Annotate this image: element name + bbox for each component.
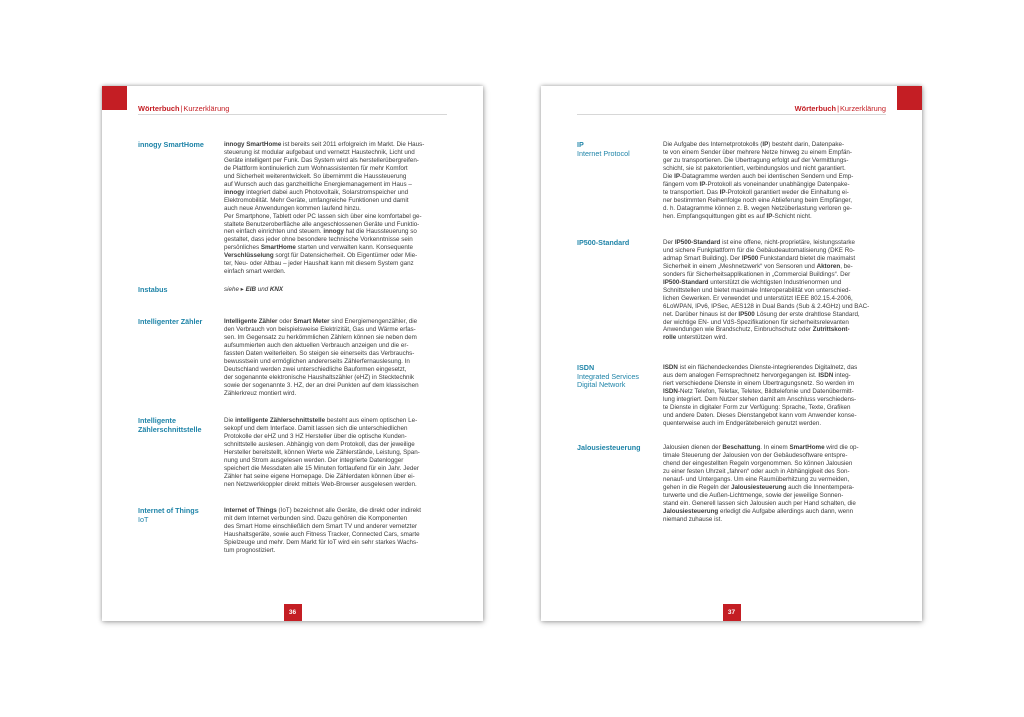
header-title: Wörterbuch [138,104,180,113]
definition-line: und Sicherheit weiterentwickelt. So übernimmt die Haussteuerung [224,172,407,180]
definition-line: ISDN-Netz Telefon, Telefax, Teletex, Bildtelefonie und Datenübermitt- [663,387,854,395]
page-header [138,104,229,113]
header-subtitle: Kurzerklärung [183,104,230,113]
definition-line: Jalousien dienen der Beschattung. In einem SmartHome wird die op- [663,444,859,451]
definition-line: Hersteller bereitstellt, können Werte wie Zählerstände, Leistung, Span- [224,448,420,456]
definition-line: te von einem Sender über mehrere Netze hinweg zu einem Empfän- [663,148,852,156]
header-separator: | [837,104,839,113]
page-corner-marker [102,86,127,110]
page-corner-marker [897,86,922,110]
entry-definition [224,417,455,489]
definition-line: sonders für Sicherheitsapplikationen in „Commercial Buildings“. Der [663,270,851,278]
definition-line: Zähler hat seine eigene Homepage. Die Zählerdaten können über ei- [224,472,415,480]
definition-line: stand ein. Generell lassen sich Jalousien auch per Hand schalten, die [663,499,856,507]
definition-line: und sichere Funkplattform für die Gebäudeautomatisierung (DKE Ro- [663,246,855,254]
definition-line: Die IP-Datagramme werden auch bei identischen Sendern und Emp- [663,172,854,180]
header-subtitle: Kurzerklärung [839,104,886,113]
term-title: Jalousiesteuerung [577,443,641,452]
term-title: Intelligenter Zähler [138,317,203,326]
header-rule [577,114,886,115]
definition-line: Zählerkreuz montiert wird. [224,389,297,397]
definition-line: steuerung ist modular aufgebaut und vernetzt Haustechnik, Licht und [224,148,415,156]
entry-definition [663,239,894,342]
definition-line: sen. Im Gegensatz zu herkömmlichen Zählern können sie neben dem [224,333,417,341]
definition-line: nen einfach einrichten und steuern. innogy hat die Haussteuerung so [224,228,417,236]
term-subtitle: Internet Protocol [577,148,630,158]
entry-definition [663,364,894,428]
page-header [795,104,886,113]
page-left [102,86,483,621]
term-title: Instabus [138,285,168,294]
definition-line: Sicherheit in einem „Meshnetzwerk“ von Sensoren und Aktoren, be- [663,262,853,270]
definition-line: de Plattform kontinuierlich zum Wohnassistenten für mehr Komfort [224,164,408,172]
definition-line: fassten Daten weiterleiten. So steigen sie einerseits das Verbrauchs- [224,349,415,357]
entry-definition [224,318,455,398]
definition-line: riert verschiedene Dienste in einem Übertragungsnetz. So werden im [663,379,855,387]
definition-line: der wichtige EN- und VdS-Spezifikationen für sicherheitsrelevanten [663,318,849,326]
definition-line: Elektromobilität. Mehr Geräte, umfangreiche Funktionen und damit [224,196,409,204]
definition-line: Internet of Things (IoT) bezeichnet alle Geräte, die direkt oder indirekt [224,507,421,514]
definition-line: nung und Strom ausgelesen werden. Der integrierte Datenlogger [224,456,404,464]
entry-term [138,417,218,434]
page-right [541,86,922,621]
definition-line: ter, Neu- oder Altbau – jeder Haushalt kann mit diesem System ganz [224,260,414,268]
term-title: Intelligente Zählerschnittstelle [138,416,202,434]
definition-line: lung integriert. Dem Nutzer stehen damit am Anschluss verschiedens- [663,395,857,403]
definition-line: auf Wunsch auch das ganzheitliche Energiemanagement im Haus – [224,180,412,188]
definition-line: innogy SmartHome ist bereits seit 2011 erfolgreich im Markt. Die Haus- [224,141,425,148]
definition-line: net. Darüber hinaus ist der IP500 Lösung der erste drahtlose Standard, [663,310,860,318]
definition-line: Protokolle der eHZ und 3 HZ Hersteller über die optische Kunden- [224,432,407,440]
definition-line: schicht, sie ist paketorientiert, verbindungslos und nicht garantiert. [663,164,846,172]
header-rule [138,114,447,115]
definition-line: te transportiert. Das IP-Protokoll garantiert weder die Einhaltung ei- [663,188,849,196]
definition-line: chend der eingestellten Regeln vorgenommen. So können Jalousien [663,459,853,467]
definition-line: Die Aufgabe des Internetprotokolls (IP) besteht darin, Datenpake- [663,141,845,148]
entry-definition [663,444,894,524]
entry-term [138,286,218,295]
definition-line: hen. Empfangsquittungen gibt es auf IP-Schicht nicht. [663,212,812,220]
definition-line: persönliches SmartHome starten und verwalten kann. Konsequente [224,244,414,252]
definition-line: aus dem analogen Fernsprechnetz hervorgegangen ist. ISDN integ- [663,371,851,379]
header-separator: | [180,104,183,113]
definition-line: fängern vom IP-Protokoll als voneinander unabhängige Datenpake- [663,180,850,188]
definition-line: quenterweise auch im Endgerätebereich genutzt werden. [663,419,822,427]
entry-definition [224,286,455,294]
definition-line: zu einer festen Uhrzeit „fahren“ oder auch in Abhängigkeit des Son- [663,467,850,475]
definition-line: der sogenannte elektronische Haushaltszähler (eHZ) in Stecktechnik [224,373,415,381]
definition-line: Haushaltsgeräte, sowie auch Fitness Tracker, Connected Cars, smarte [224,530,420,538]
term-subtitle: Integrated Services Digital Network [577,371,639,390]
definition-line: Geräte intelligent per Funk. Das System wird als herstellerübergreifen- [224,156,419,164]
definition-line: ISDN ist ein flächendeckendes Dienste-integrierendes Digitalnetz, das [663,364,858,371]
definition-line: tum prognostiziert. [224,546,276,554]
definition-line: des Smart Home einschließlich dem Smart TV und anderer vernetzter [224,522,418,530]
definition-line: timale Steuerung der Jalousien von der Gebäudesoftware entspre- [663,451,848,459]
definition-line: niemand zuhause ist. [663,515,723,523]
entry-term [577,364,657,390]
definition-line: bewusstsein und ermöglichen andererseits Zählerfernauslesung. In [224,357,410,365]
definition-line: 6LoWPAN, IPv6, IPSec, AES128 in Dual Bands (Sub & 2.4GHz) und BAC- [663,302,870,310]
definition-line: und andere Daten. Dieses Dienstangebot kann vom Anwender konse- [663,411,857,419]
header-title: Wörterbuch [794,104,837,113]
definition-line: Schnittstellen und bietet maximale Interoperabilität von unterschied- [663,286,851,294]
entry-definition [224,507,455,555]
definition-line: innogy integriert dabei auch Photovoltaik, Solarstromspeicher und [224,188,409,196]
definition-line: rolle unterstützen wird. [663,334,728,342]
definition-line: gestaltet, dass jeder ohne besondere technische Vorkenntnisse sein [224,236,413,244]
definition-line: Intelligente Zähler oder Smart Meter sind Energiemengenzähler, die [224,318,418,325]
definition-line: d. h. Datagramme können z. B. wegen Netzüberlastung verloren ge- [663,204,852,212]
entry-definition [663,141,894,221]
page-number: 36 [284,604,302,621]
definition-line: aufsummierten auch den aktuellen Verbrauch anzeigen und die er- [224,341,409,349]
term-title: Internet of Things [138,506,199,515]
definition-line: sowie der sogenannte 3. HZ, der an drei Punkten auf dem klassischen [224,381,419,389]
definition-line: mit dem Internet verbunden sind. Dazu gehören die Komponenten [224,514,408,522]
entry-term [138,507,218,524]
entry-definition [224,141,455,276]
definition-line: den Verbrauch von beispielsweise Elektrizität, Gas und Wärme erfas- [224,325,416,333]
definition-line: nen Netzwerkkoppler direkt mittels Web-Browser ausgelesen werden. [224,480,417,488]
entry-term [138,141,218,150]
term-subtitle: IoT [138,514,149,524]
term-title: IP [577,140,584,149]
definition-line: staltete Benutzeroberfläche alle angeschlossenen Geräte und Funktio- [224,220,420,228]
definition-line: admap Smart Building). Der IP500 Funkstandard bietet die maximalst [663,254,856,262]
definition-line: Deutschland werden zwei unterschiedliche Bauformen eingesetzt, [224,365,407,373]
definition-line: Per Smartphone, Tablett oder PC lassen sich über eine komfortabel ge- [224,212,422,220]
definition-line: IP500-Standard unterstützt die wichtigsten Industrienormen und [663,278,842,286]
definition-line: Der IP500-Standard ist eine offene, nicht-proprietäre, leistungsstarke [663,239,856,246]
definition-line: turwerte und die Außen-Lichtmenge, sowie der jeweilige Sonnen- [663,491,844,499]
definition-line: Spielzeuge und mehr. Dem Markt für IoT wird ein sehr starkes Wachs- [224,538,419,546]
entry-term [577,239,657,248]
page-number: 37 [723,604,741,621]
definition-line: lichen Gewerken. Er verwendet und unterstützt IEEE 802.15.4-2006, [663,294,853,302]
definition-line: Die intelligente Zählerschnittstelle besteht aus einem optischen Le- [224,417,418,424]
entry-term [577,444,657,453]
definition-line: einfach smart werden. [224,268,286,276]
term-title: ISDN [577,363,595,372]
definition-line: auch neue Anwendungen kommen laufend hinzu. [224,204,361,212]
entry-term [577,141,657,158]
definition-line: gehen in die Regeln der Jalousiesteuerung auch die Innentempera- [663,483,855,491]
definition-line: schnittstelle auslesen. Abhängig von dem Protokoll, das der jeweilige [224,440,415,448]
entry-term [138,318,218,327]
term-title: innogy SmartHome [138,140,204,149]
definition-line: ger zu transportieren. Die Übertragung erfolgt auf der Vermittlungs- [663,156,849,164]
definition-line: siehe ▸ EIB und KNX [224,286,284,293]
definition-line: Anwendungen wie Brandschutz, Einbruchschutz oder Zutrittskont- [663,326,850,334]
term-title: IP500-Standard [577,238,630,247]
definition-line: Jalousiesteuerung erledigt die Aufgabe allerdings auch dann, wenn [663,507,854,515]
definition-line: te Dienste in digitaler Form zur Verfügung: Sprache, Texte, Grafiken [663,403,851,411]
definition-line: nenauf- und Untergangs. Um eine Raumüberhitzung zu vermeiden, [663,475,850,483]
definition-line: Verschlüsselung sorgt für Datensicherheit. Ob Eigentümer oder Mie- [224,252,418,260]
definition-line: ner bestimmten Reihenfolge noch eine Ablieferung beim Empfänger, [663,196,853,204]
definition-line: speichert die Messdaten alle 15 Minuten fortlaufend für ein Jahr. Jeder [224,464,419,472]
definition-line: sekopf und dem Interface. Damit lassen sich die unterschiedlichen [224,424,408,432]
